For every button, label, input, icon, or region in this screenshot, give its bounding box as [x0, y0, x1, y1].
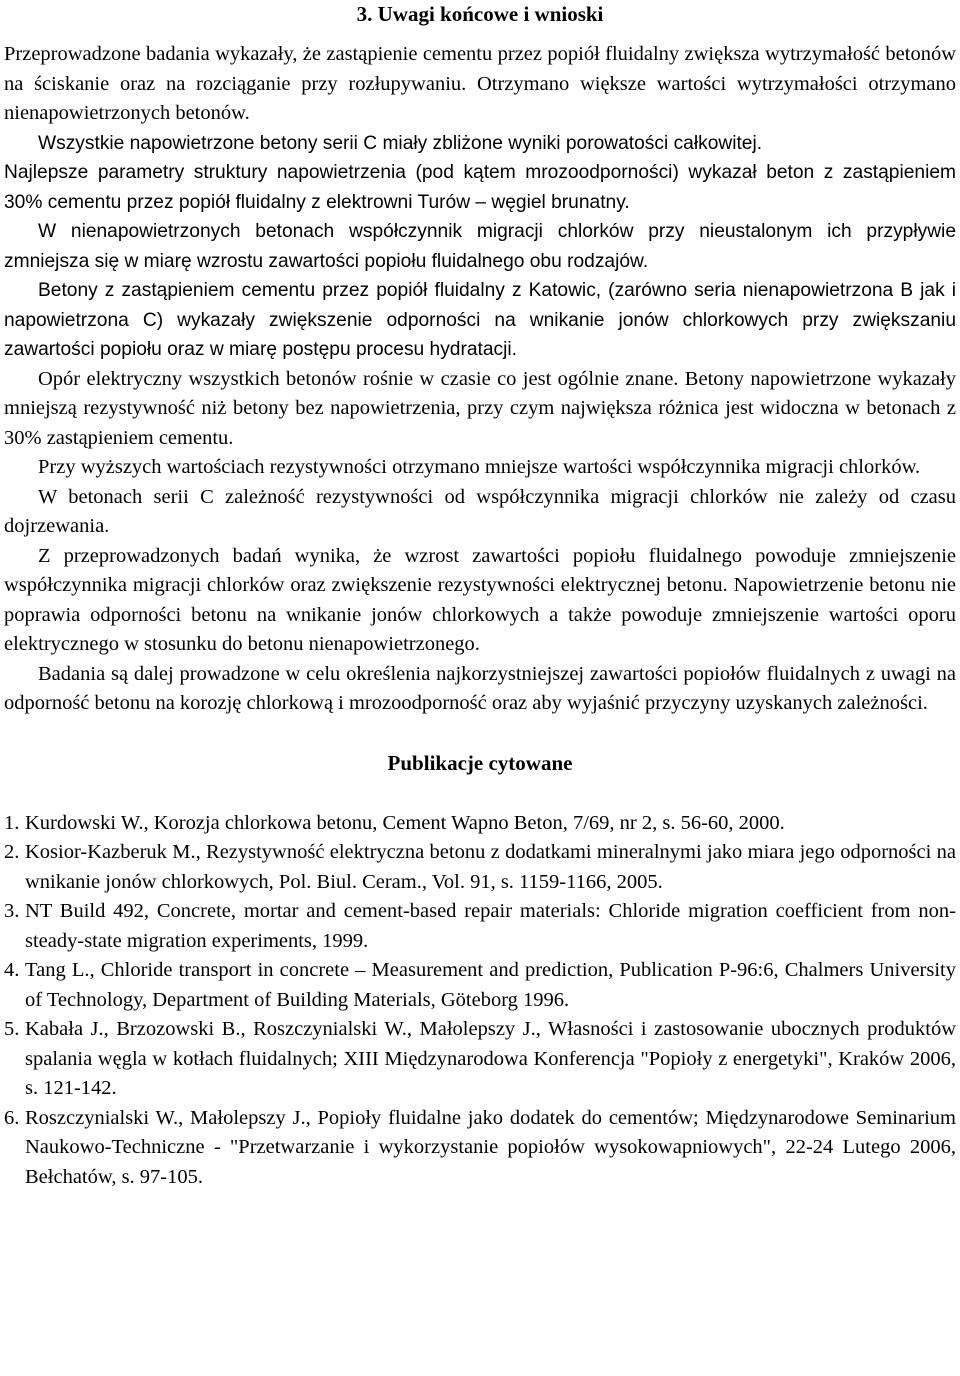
paragraph-1: Przeprowadzone badania wykazały, że zastąpienie cementu przez popiół fluidalny zwiększa wytrzymałość betonów na ściskanie oraz na rozciąganie przy rozłupywaniu. Otrzymano większe wartości wytrzymałości otrzymano nienapowietrzonych betonów. — [4, 43, 956, 124]
section-title: 3. Uwagi końcowe i wnioski — [356, 2, 604, 26]
paragraph-5: Betony z zastąpieniem cementu przez popiół fluidalny z Katowic, (zarówno seria nienapowietrzona B jak i napowietrzona C) wykazały zwiększenie odporności na wnikanie jonów chlorkowych przy zwiększaniu zawartości popiołu oraz w miarę postępu procesu hydratacji. — [4, 280, 956, 360]
references-list — [4, 809, 956, 1193]
paragraph-7: Przy wyższych wartościach rezystywności otrzymano mniejsze wartości współczynnika migracji chlorków. — [38, 456, 921, 478]
reference-item — [4, 897, 956, 956]
paragraph-8: W betonach serii C zależność rezystywności od współczynnika migracji chlorków nie zależy od czasu dojrzewania. — [4, 485, 956, 537]
paragraph-10: Badania są dalej prowadzone w celu określenia najkorzystniejszej zawartości popiołów fluidalnych z uwagi na odporność betonu na korozję chlorkową i mrozoodporność oraz aby wyjaśnić przyczyny uzyskanych zależności. — [4, 662, 956, 714]
reference-number: 4. — [4, 959, 20, 981]
reference-item — [4, 838, 956, 897]
reference-number: 2. — [4, 841, 20, 863]
reference-text: Tang L., Chloride transport in concrete – Measurement and prediction, Publication P-96:6, Chalmers University of Technology, Department of Building Materials, Göteborg 1996. — [25, 959, 956, 1011]
reference-text: Kabała J., Brzozowski B., Roszczynialski W., Małolepszy J., Własności i zastosowanie ubocznych produktów spalania węgla w kotłach fluidalnych; XIII Międzynarodowa Konferencja "Popioły z energetyki", Kraków 2006, s. 121-142. — [25, 1018, 956, 1099]
paragraph-6: Opór elektryczny wszystkich betonów rośnie w czasie co jest ogólnie znane. Betony napowietrzone wykazały mniejszą rezystywność niż betony bez napowietrzenia, przy czym największa różnica jest widoczna w betonach z 30% zastąpieniem cementu. — [4, 367, 956, 449]
paragraph-2: Wszystkie napowietrzone betony serii C miały zbliżone wyniki porowatości całkowitej. — [38, 132, 763, 154]
reference-item — [4, 809, 956, 839]
reference-number: 5. — [4, 1018, 20, 1040]
reference-number: 1. — [4, 811, 20, 834]
reference-item — [4, 1015, 956, 1104]
reference-number: 6. — [4, 1106, 20, 1129]
reference-text: Kosior-Kazberuk M., Rezystywność elektryczna betonu z dodatkami mineralnymi jako miara jego odporności na wnikanie jonów chlorkowych, Pol. Biul. Ceram., Vol. 91, s. 1159-1166, 2005. — [25, 841, 956, 893]
document-page — [4, 0, 956, 1192]
paragraph-4: W nienapowietrzonych betonach współczynnik migracji chlorków przy nieustalonym ich przypływie zmniejsza się w miarę wzrostu zawartości popiołu fluidalnego obu rodzajów. — [4, 221, 956, 272]
paragraph-9: Z przeprowadzonych badań wynika, że wzrost zawartości popiołu fluidalnego powoduje zmniejszenie współczynnika migracji chlorków oraz zwiększenie rezystywności elektrycznej betonu. Napowietrzenie betonu nie poprawia odporności betonu na wnikanie jonów chlorkowych a także powoduje zmniejszenie wartości oporu elektrycznego w stosunku do betonu nienapowietrzonego. — [4, 544, 956, 655]
reference-text: Kurdowski W., Korozja chlorkowa betonu, Cement Wapno Beton, 7/69, nr 2, s. 56-60, 2000. — [25, 811, 785, 834]
references-title: Publikacje cytowane — [387, 750, 573, 775]
reference-item — [4, 956, 956, 1015]
reference-text: NT Build 492, Concrete, mortar and cement-based repair materials: Chloride migration coefficient from non-steady-state migration experiments, 1999. — [25, 900, 956, 952]
reference-number: 3. — [4, 900, 20, 922]
reference-text: Roszczynialski W., Małolepszy J., Popioły fluidalne jako dodatek do cementów; Międzynarodowe Seminarium Naukowo-Techniczne - "Przetwarzanie i wykorzystanie popiołów wysokowapniowych", 22-24 Lutego 2006, Bełchatów, s. 97-105. — [25, 1106, 956, 1188]
paragraph-3: Najlepsze parametry struktury napowietrzenia (pod kątem mrozoodporności) wykazał beton z zastąpieniem 30% cementu przez popiół fluidalny z elektrowni Turów – węgiel brunatny. — [4, 162, 956, 213]
reference-item — [4, 1104, 956, 1193]
